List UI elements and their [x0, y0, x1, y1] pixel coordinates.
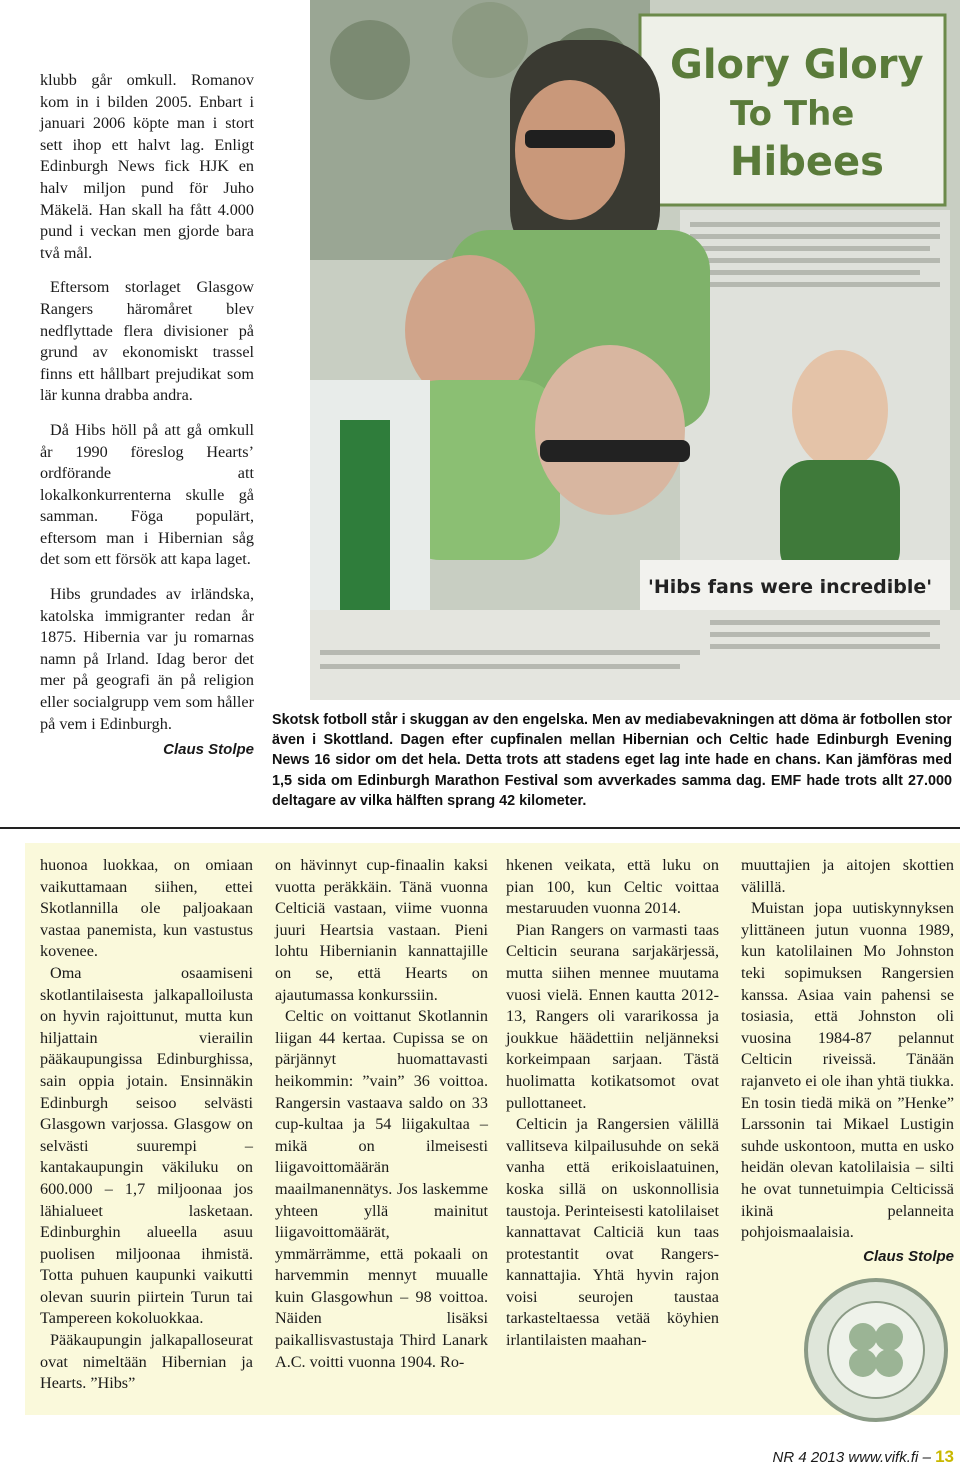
photo-caption: Skotsk fotboll står i skuggan av den engelska. Men av mediabevakningen att döma är fotbollen stor även i Skottland. Dagen efter cupfinalen mellan Hibernian och Celtic hade Edinburgh Evening News 16 sidor om det hela. Detta trots att stadens eget lag inte hade en chans. Kan jämföras med 1,5 sida om Edinburgh Marathon Festival som avverkades samma dag. EMF hade trots allt 27.000 deltagare av vilka hälften sprang 42 kilometer. — [272, 712, 952, 809]
finnish-column-4 — [741, 855, 954, 1425]
footer-dash: – — [922, 1449, 931, 1466]
article-paragraph: klubb går omkull. Romanov kom in i bilden 2005. Enbart i januari 2006 köpte man i stort sett ihop ett halvt lag. Enligt Edinburgh News fick HJK en halv miljon pund för Juho Mäkelä. Han skall ha fått 4.000 pund i veckan men gjorde bara två mål. — [40, 71, 254, 262]
page-number: 13 — [935, 1447, 954, 1466]
author-byline: Claus Stolpe — [863, 1247, 954, 1265]
finnish-column-1 — [40, 855, 253, 1395]
photo-illustration — [310, 0, 960, 700]
page-footer — [773, 1447, 955, 1467]
banner-text-line2: To The — [730, 94, 855, 134]
author-byline: Claus Stolpe — [163, 741, 254, 759]
top-left-column — [40, 70, 254, 771]
article-paragraph: Eftersom storlaget Glasgow Rangers häromåret blev nedflyttade flera divisioner på grund av ekonomiskt trassel finns ett hållbart prejudikat som lär kunna drabba andra. — [40, 278, 254, 405]
article-paragraph: on hävinnyt cup-finaalin kaksi vuotta peräkkäin. Tänä vuonna Celticiä vastaan, viime vuonna juuri Heartsia vastaan. Pieni lohtu Hibernianin kannattajille on se, että Hearts on ajautumassa konkurssiin. — [275, 856, 488, 1004]
banner-text-line3: Hibees — [730, 139, 884, 185]
section-divider — [0, 827, 960, 829]
article-paragraph: muuttajien ja aitojen skottien välillä. — [741, 856, 954, 896]
article-paragraph: hkenen veikata, että luku on pian 100, kun Celtic voittaa mestaruuden vuonna 2014. — [506, 856, 719, 918]
issue-label: NR 4 2013 www.vifk.fi — [772, 1449, 919, 1466]
article-paragraph: Då Hibs höll på att gå omkull år 1990 föreslog Hearts’ ordförande att lokalkonkurrenterna skulle gå samman. Föga populärt, eftersom man i Hibernian såg det som ett försök att kapa laget. — [40, 420, 254, 569]
article-paragraph: Pian Rangers on varmasti taas Celticin seurana sarjakärjessä, mutta siihen mennee muutama vuosi vielä. Ennen kautta 2012-13, Rangers oli vararikossa ja joukkue häädettiin neljänneksi korkeimpaan sarjaan. Tästä huolimatta kotikatsomot ovat pullottaneet. — [506, 920, 719, 1112]
newspaper-photo — [310, 0, 960, 700]
finnish-column-3 — [506, 855, 719, 1352]
article-paragraph: Celtic on voittanut Skotlannin liigan 44 kertaa. Cupissa se on pärjännyt huomattavasti heikommin: ”vain” 36 voittoa. Rangersin vastaava saldo on 33 cup-kultaa ja 54 liigakultaa – mikä on ilmeisesti liigavoittomäärän maailmanennätys. Jos laskemme yhteen yllä mainitut liigavoittomäärät, ymmärrämme, että pokaali on harvemmin mennyt muualle kuin Glasgowhun – 98 voittoa. Näiden lisäksi paikallisvastustaja Third Lanark A.C. voitti vuonna 1904. Ro- — [275, 1007, 488, 1371]
article-paragraph: Oma osaamiseni skotlantilaisesta jalkapalloilusta on hyvin rajoittunut, mutta kun hiljattain vierailin pääkaupungissa Edinburghissa, sain oppia jotain. Ensinnäkin Edinburgh seisoo selvästi Glasgown varjossa. Glasgow on selvästi suurempi – kantakaupungin väkiluku on 600.000 – 1,7 miljoonaa jos lähialueet lasketaan. Edinburghin alueella asuu puolisen miljoonaa ihmistä. Totta puhuen kaupunki vaikutti olevan suurin piirtein Turun tai Tampereen kokoluokkaa. — [40, 963, 253, 1328]
article-paragraph: Hibs grundades av irländska, katolska immigranter redan år 1875. Hibernia var ju romarnas namn på Irland. Idag beror det mer på geografi än på religion eller socialgrupp vem som håller på vem i Edinburgh. — [40, 585, 254, 733]
finnish-column-2 — [275, 855, 488, 1373]
photo-headline: 'Hibs fans were incredible' — [648, 576, 933, 598]
article-paragraph: huonoa luokkaa, on omiaan vaikuttamaan siihen, ettei Skotlannilla ole paljoakaan vastaa panemista, kun vastustus kovenee. — [40, 856, 253, 961]
article-paragraph: Celticin ja Rangersien välillä vallitseva kilpailusuhde on sekä vanha että erikoislaatuinen, koska sillä on uskonnollisia taustoja. Perinteisesti katolilaiset kannattavat Calticiä kun taas protestantit ovat Rangers-kannattajia. Yhtä hyvin rajon voisi seurojen taustaa tarkasteltaessa vetää köyhien irlantilaisten maahan- — [506, 1115, 719, 1350]
banner-text-line1: Glory Glory — [670, 42, 924, 88]
article-paragraph: Pääkaupungin jalkapalloseurat ovat nimeltään Hibernian ja Hearts. ”Hibs” — [40, 1331, 253, 1393]
article-paragraph: Muistan jopa uutiskynnyksen ylittäneen jutun vuonna 1989, kun katolilainen Mo Johnston teki sopimuksen Rangersien kanssa. Asiaa vain pahensi se tosiasia, että Johnston oli vuosina 1984-87 pelannut Celticin riveissä. Tänään rajanveto ei ole ihan yhtä tiukka. En tosin tiedä mikä on ”Henke” Larssonin tai Mikael Lustigin suhde uskontoon, mutta en usko heidän olevan katolilaisia – silti he ovat tunnetuimpia Celticissä ikinä pelanneita pohjoismaalaisia. — [741, 899, 954, 1242]
finnish-article-panel — [25, 843, 960, 1415]
celtic-crest-icon — [801, 1275, 951, 1425]
